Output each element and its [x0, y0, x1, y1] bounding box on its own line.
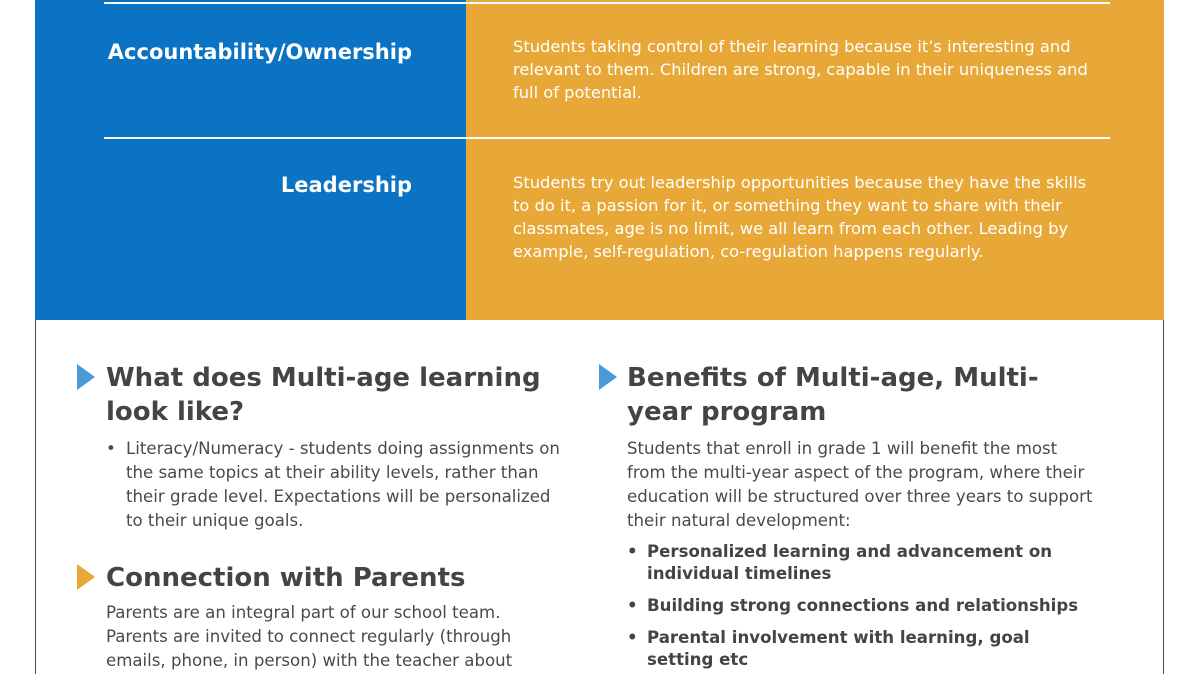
bullet-list	[106, 437, 571, 533]
section-heading-parents: Connection with Parents	[106, 563, 466, 593]
page-border-left	[35, 320, 36, 674]
row-divider	[104, 2, 1110, 4]
section-arrow-icon	[599, 364, 617, 390]
section-heading-multi-age-learning: What does Multi-age learning look like?	[106, 363, 541, 427]
row-label-accountability: Accountability/Ownership	[107, 40, 412, 64]
bullet-list	[627, 541, 1087, 671]
parents-paragraph: Parents are an integral part of our school team. Parents are invited to connect regularly (through emails, phone, in person) with the teacher about	[106, 603, 513, 670]
list-item: • Building strong connections and relationships	[627, 595, 1087, 617]
list-item: • Personalized learning and advancement on individual timelines	[627, 541, 1087, 585]
row-description-accountability: Students taking control of their learning because it’s interesting and relevant to them. Children are strong, capable in their uniqueness and full of potential.	[513, 37, 1088, 102]
benefits-paragraph: Students that enroll in grade 1 will benefit the most from the multi-year aspect of the program, where their education will be structured over three years to support their natural development:	[627, 439, 1093, 530]
page-border-right	[1163, 320, 1164, 674]
list-item: • Literacy/Numeracy - students doing assignments on the same topics at their ability levels, rather than their grade level. Expectations will be personalized to their unique goals.	[106, 437, 571, 533]
row-divider	[104, 137, 1110, 139]
section-arrow-icon	[77, 564, 95, 590]
section-heading-benefits: Benefits of Multi-age, Multi-year program	[627, 363, 1039, 427]
row-description-leadership: Students try out leadership opportunities because they have the skills to do it, a passion for it, or something they want to share with their classmates, age is no limit, we all learn from each other. Leading by example, self-regulation, co-regulation happens regularly.	[513, 173, 1087, 261]
list-item: • Parental involvement with learning, goal setting etc	[627, 627, 1087, 671]
values-table	[0, 0, 1199, 320]
section-arrow-icon	[77, 364, 95, 390]
benefits-bullets	[627, 541, 1087, 681]
row-label-leadership: Leadership	[280, 173, 412, 197]
multi-age-bullets	[106, 437, 571, 533]
